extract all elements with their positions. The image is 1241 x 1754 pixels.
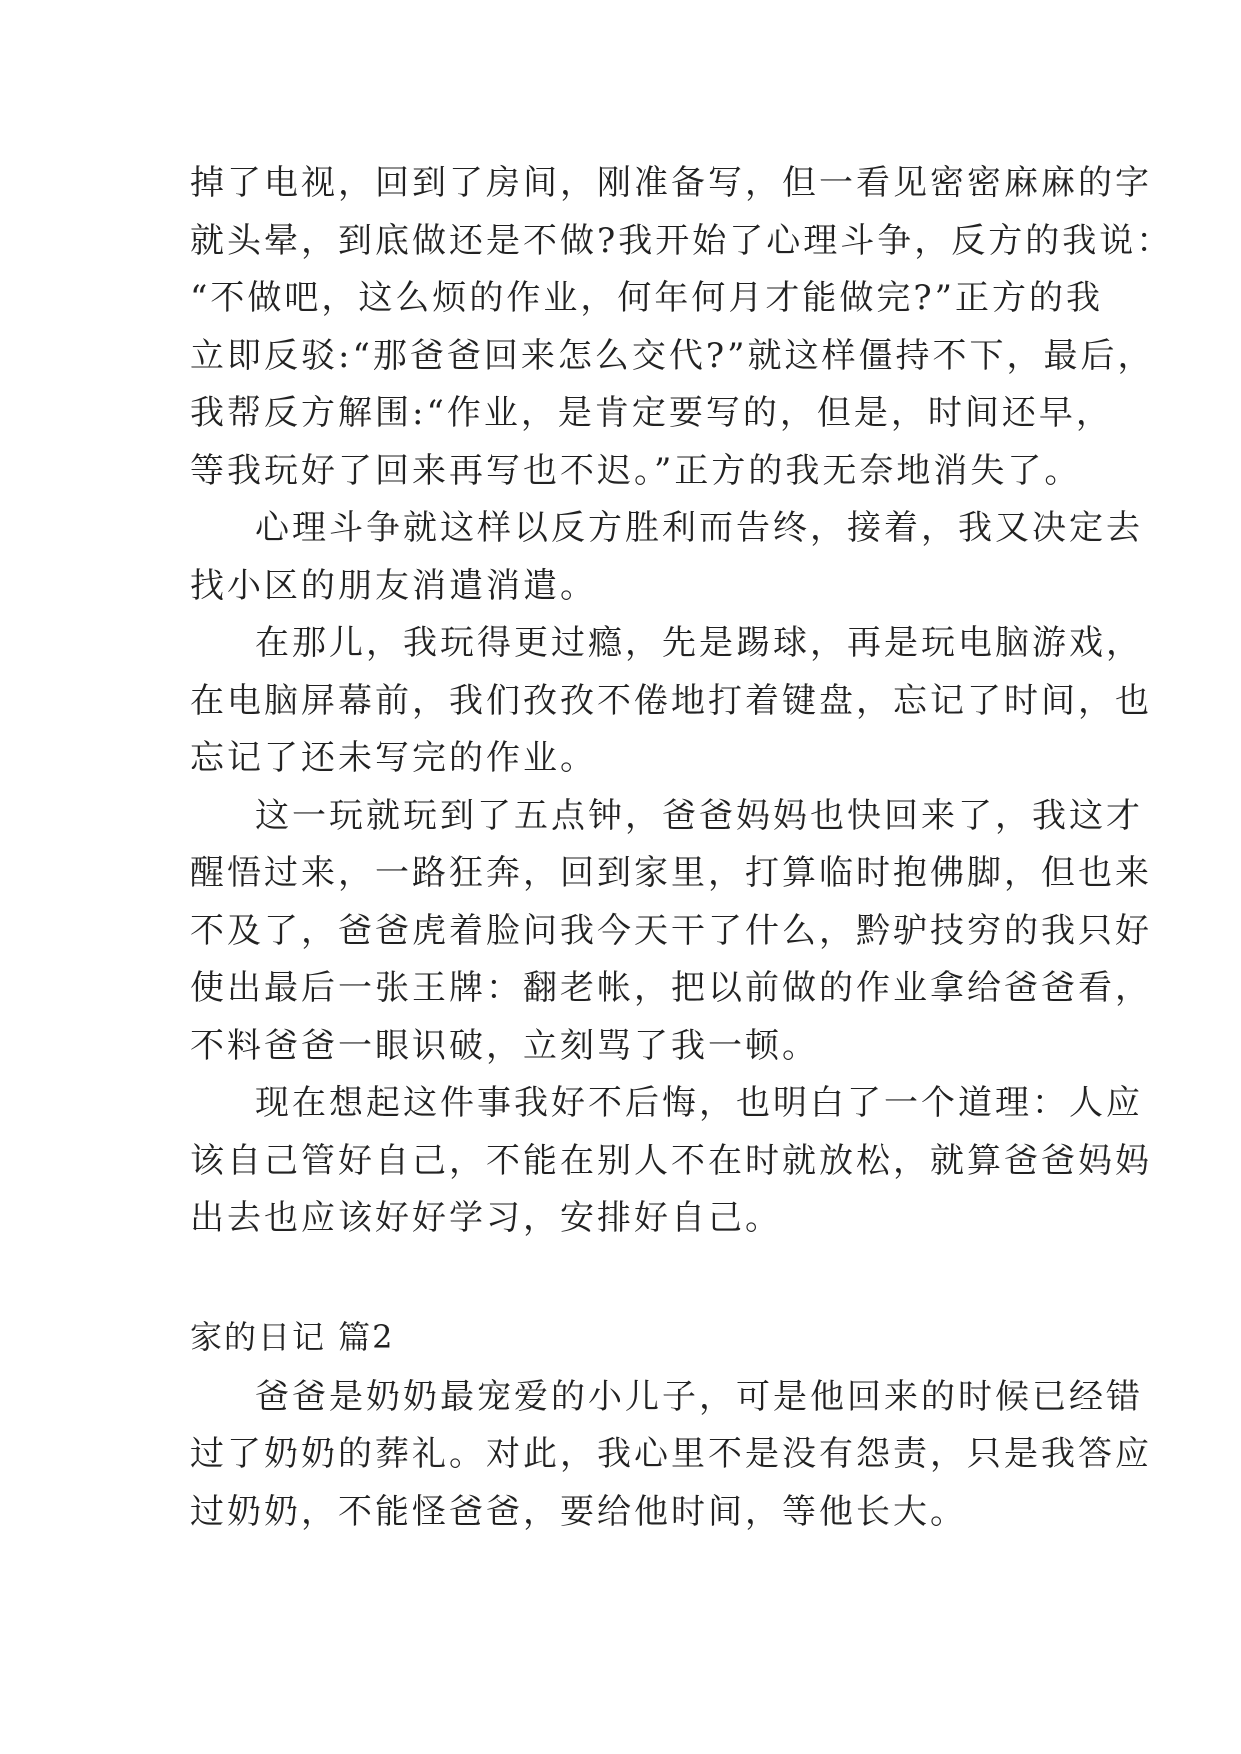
paragraph xyxy=(190,788,1152,1076)
text-line: 爸爸是奶奶最宠爱的小儿子，可是他回来的时候已经错 xyxy=(255,1376,1143,1417)
text-line: 过了奶奶的葬礼。对此，我心里不是没有怨责，只是我答应 xyxy=(190,1434,1152,1474)
text-line: 使出最后一张王牌：翻老帐，把以前做的作业拿给爸爸看， xyxy=(190,968,1152,1008)
text-line: 不料爸爸一眼识破，立刻骂了我一顿。 xyxy=(190,1025,819,1066)
text-line: 心理斗争就这样以反方胜利而告终，接着，我又决定去 xyxy=(255,508,1143,548)
text-line: 醒悟过来，一路狂奔，回到家里，打算临时抱佛脚，但也来 xyxy=(190,853,1152,893)
text-line: 现在想起这件事我好不后悔，也明白了一个道理：人应 xyxy=(255,1083,1143,1123)
text-line: 不及了，爸爸虎着脸问我今天干了什么，黔驴技穷的我只好 xyxy=(190,910,1152,951)
text-line: 这一玩就玩到了五点钟，爸爸妈妈也快回来了，我这才 xyxy=(255,795,1143,836)
text-line: 我帮反方解围:“作业，是肯定要写的，但是，时间还早， xyxy=(190,393,1113,433)
text-line: 忘记了还未写完的作业。 xyxy=(190,738,597,778)
document-page xyxy=(190,155,1174,1541)
text-line: 立即反驳:“那爸爸回来怎么交代?”就这样僵持不下，最后， xyxy=(190,335,1155,376)
paragraph xyxy=(190,1075,1152,1248)
paragraph xyxy=(190,1369,1152,1542)
text-line: “不做吧，这么烦的作业，何年何月才能做完?”正方的我 xyxy=(190,278,1103,318)
text-line: 在电脑屏幕前，我们孜孜不倦地打着键盘，忘记了时间，也 xyxy=(190,680,1152,721)
text-line: 该自己管好自己，不能在别人不在时就放松，就算爸爸妈妈 xyxy=(190,1140,1152,1181)
text-line: 等我玩好了回来再写也不迟。”正方的我无奈地消失了。 xyxy=(190,450,1082,491)
paragraph xyxy=(190,500,1143,615)
text-line: 过奶奶，不能怪爸爸，要给他时间，等他长大。 xyxy=(190,1491,967,1532)
paragraph xyxy=(190,615,1152,788)
section-gap xyxy=(190,1248,1090,1305)
text-line: 出去也应该好好学习，安排好自己。 xyxy=(190,1198,782,1238)
text-line: 找小区的朋友消遣消遣。 xyxy=(190,565,597,606)
text-line: 就头晕，到底做还是不做?我开始了心理斗争，反方的我说： xyxy=(190,220,1174,261)
section-heading: 家的日记 篇2 xyxy=(190,1317,395,1356)
paragraph xyxy=(190,155,1174,500)
text-line: 在那儿，我玩得更过瘾，先是踢球，再是玩电脑游戏， xyxy=(255,623,1143,663)
text-line: 掉了电视，回到了房间，刚准备写，但一看见密密麻麻的字 xyxy=(190,163,1152,203)
